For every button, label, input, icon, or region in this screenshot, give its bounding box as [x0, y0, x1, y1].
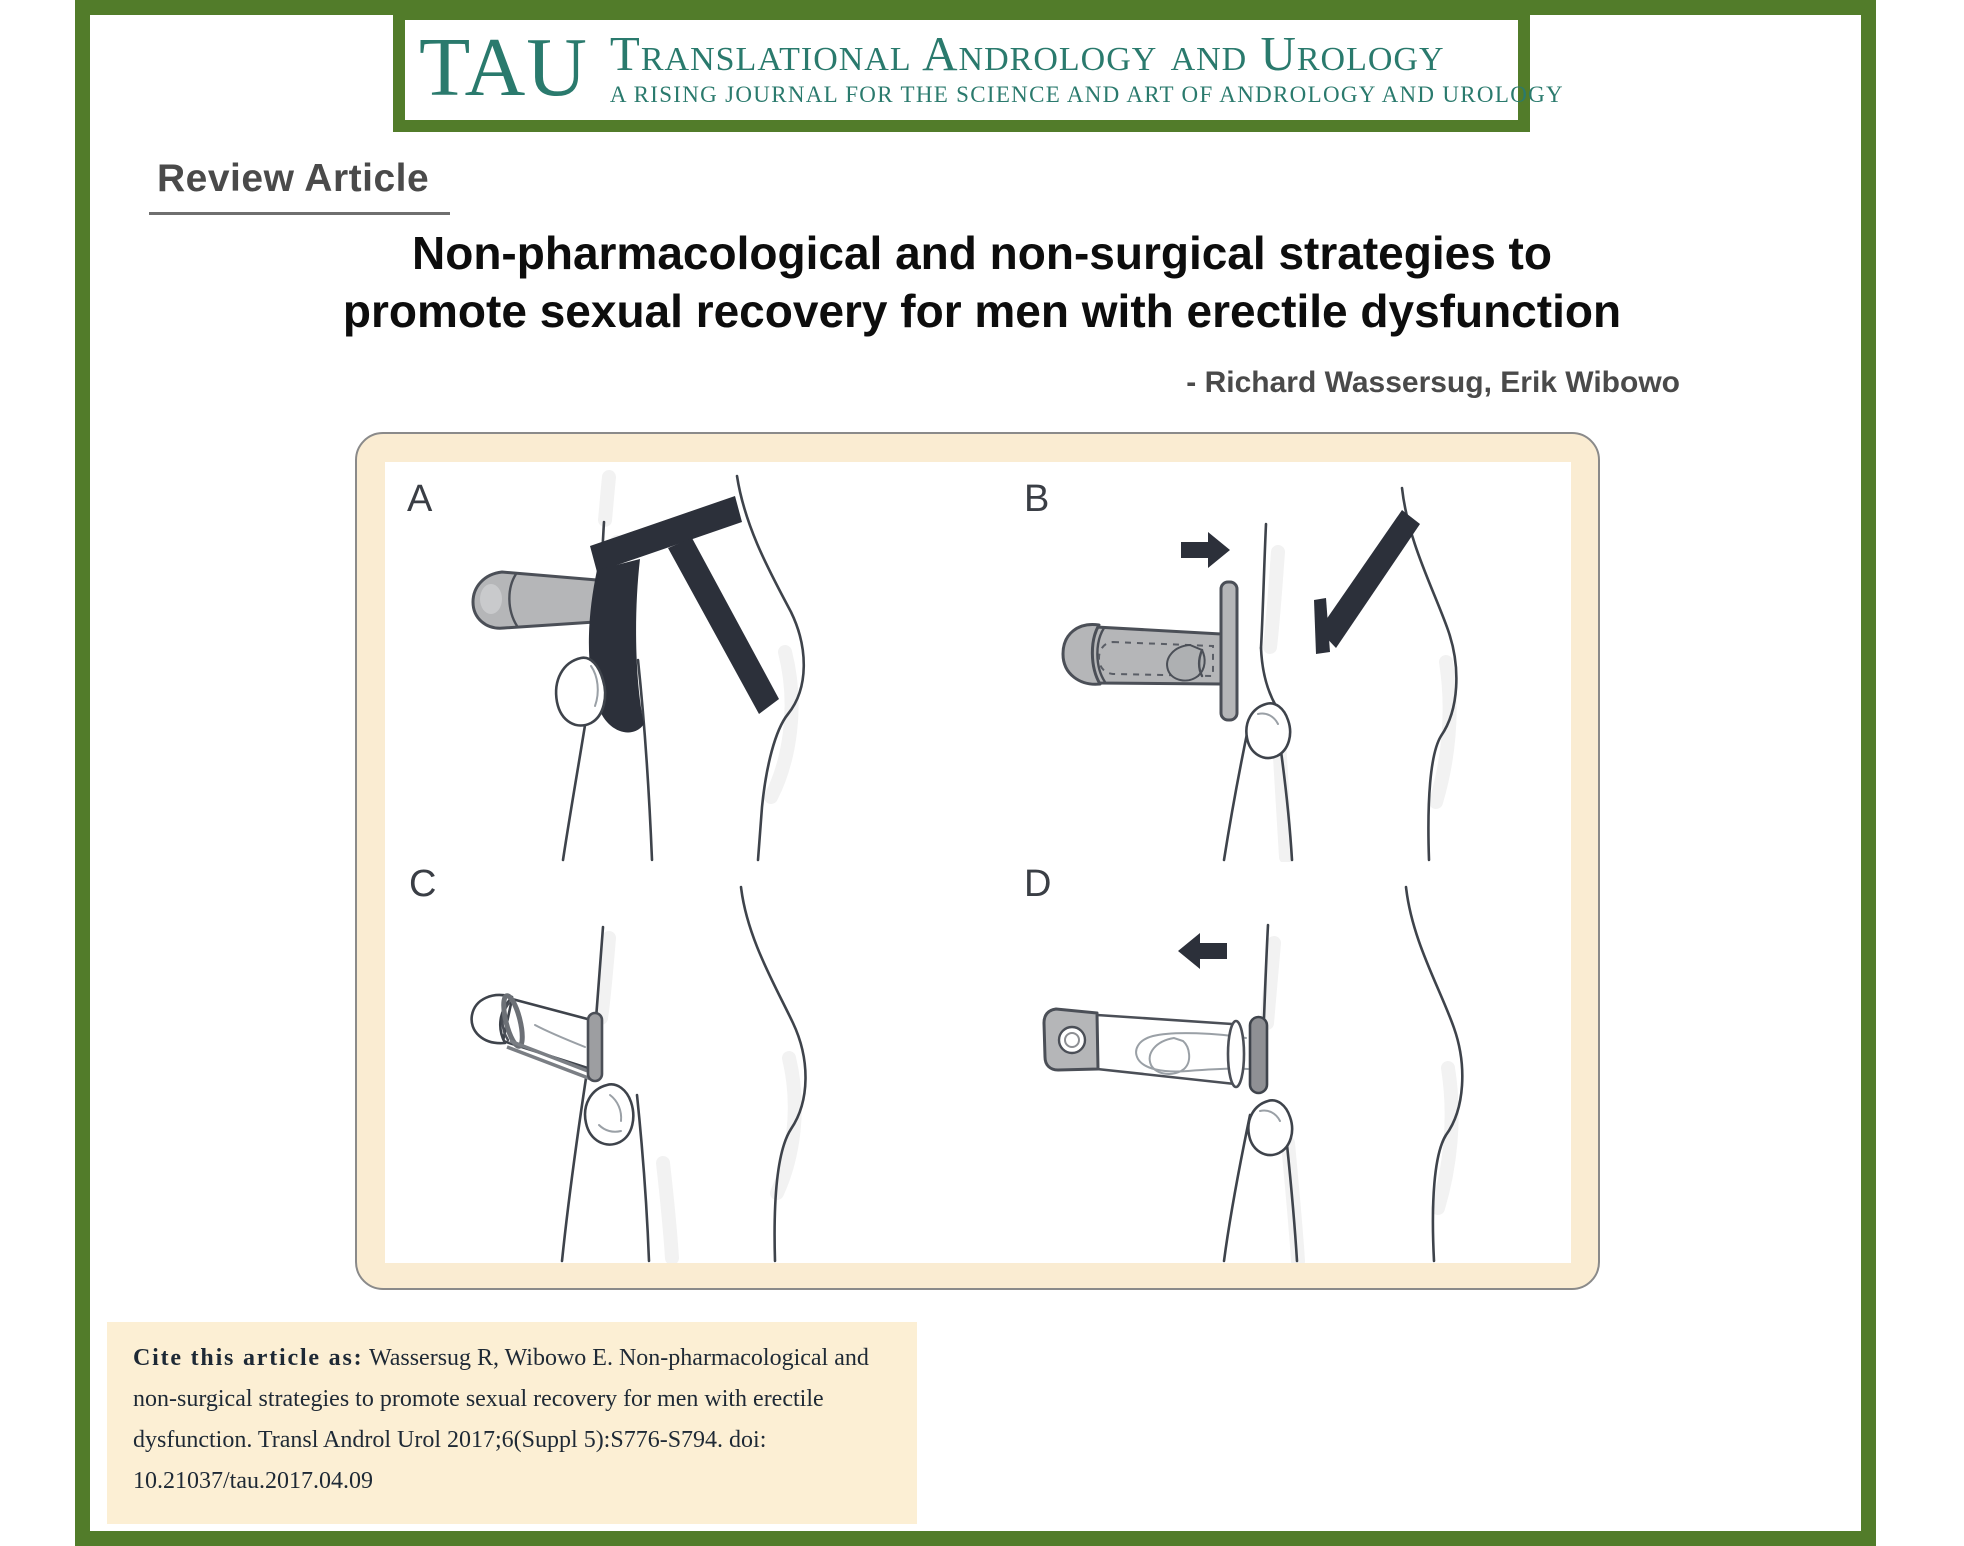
panel-label-d: D [1024, 863, 1052, 905]
panel-label-b: B [1024, 478, 1050, 520]
article-title-line1: Non-pharmacological and non-surgical strategies to [412, 227, 1552, 279]
article-title [232, 224, 1732, 340]
journal-masthead [393, 8, 1564, 132]
body-thigh-line [1224, 1115, 1250, 1261]
body-thigh-line [562, 1078, 586, 1261]
scrotum-outline [1248, 1100, 1292, 1155]
article-category-label: Review Article [157, 157, 430, 200]
citation-lead: Cite this article as: [133, 1345, 364, 1371]
journal-logo-text [609, 26, 1564, 107]
journal-name: Translational Andrology and Urology [609, 26, 1445, 81]
journal-logo-abbrev: TAU [419, 21, 588, 114]
scrotum-outline [1246, 703, 1290, 758]
cylinder-lip-ring [1228, 1021, 1244, 1087]
panel-label-c: C [409, 863, 437, 905]
illustration-vacuum-erection-device [978, 863, 1571, 1263]
illustration-penile-support-sleeve [385, 863, 978, 1263]
figure-canvas [385, 462, 1571, 1263]
scrotum-outline [585, 1084, 633, 1144]
journal-tagline: A RISING JOURNAL FOR THE SCIENCE AND ART OF ANDROLOGY AND UROLOGY [609, 82, 1564, 107]
citation-text: Wassersug R, Wibowo E. Non-pharmacological and non-surgical strategies to promote sexual recovery for men with erectile dysfunction. Transl Androl Urol 2017;6(Suppl 5):S776-S794. doi: 10.21037/tau.2017.04.09 [133, 1345, 869, 1494]
panel-label-a: A [407, 478, 433, 520]
body-thigh-line [638, 660, 652, 860]
illustration-strap-on-harness [385, 462, 978, 862]
constriction-ring [1250, 1017, 1267, 1093]
figure-panel [355, 432, 1600, 1290]
harness-leg-strap [668, 538, 779, 714]
article-category [149, 157, 450, 215]
sleeve-base-ring [588, 1013, 602, 1081]
illustration-external-penile-prosthesis [978, 462, 1571, 862]
article-authors: - Richard Wassersug, Erik Wibowo [1186, 366, 1680, 399]
citation-box [107, 1322, 917, 1524]
body-thigh-line [637, 1095, 649, 1261]
figure-panel-a [385, 462, 978, 862]
prosthesis-flange [1221, 582, 1237, 720]
arrow-right-icon [1181, 532, 1230, 568]
end-cap-hole [1059, 1027, 1085, 1053]
arrow-left-icon [1178, 933, 1227, 969]
figure-panel-c [385, 863, 978, 1263]
figure-panel-d [978, 863, 1571, 1263]
figure-panel-b [978, 462, 1571, 862]
body-thigh-line [1224, 724, 1249, 860]
prosthesis-strap [1319, 510, 1420, 648]
article-title-line2: promote sexual recovery for men with erectile dysfunction [342, 285, 1622, 337]
